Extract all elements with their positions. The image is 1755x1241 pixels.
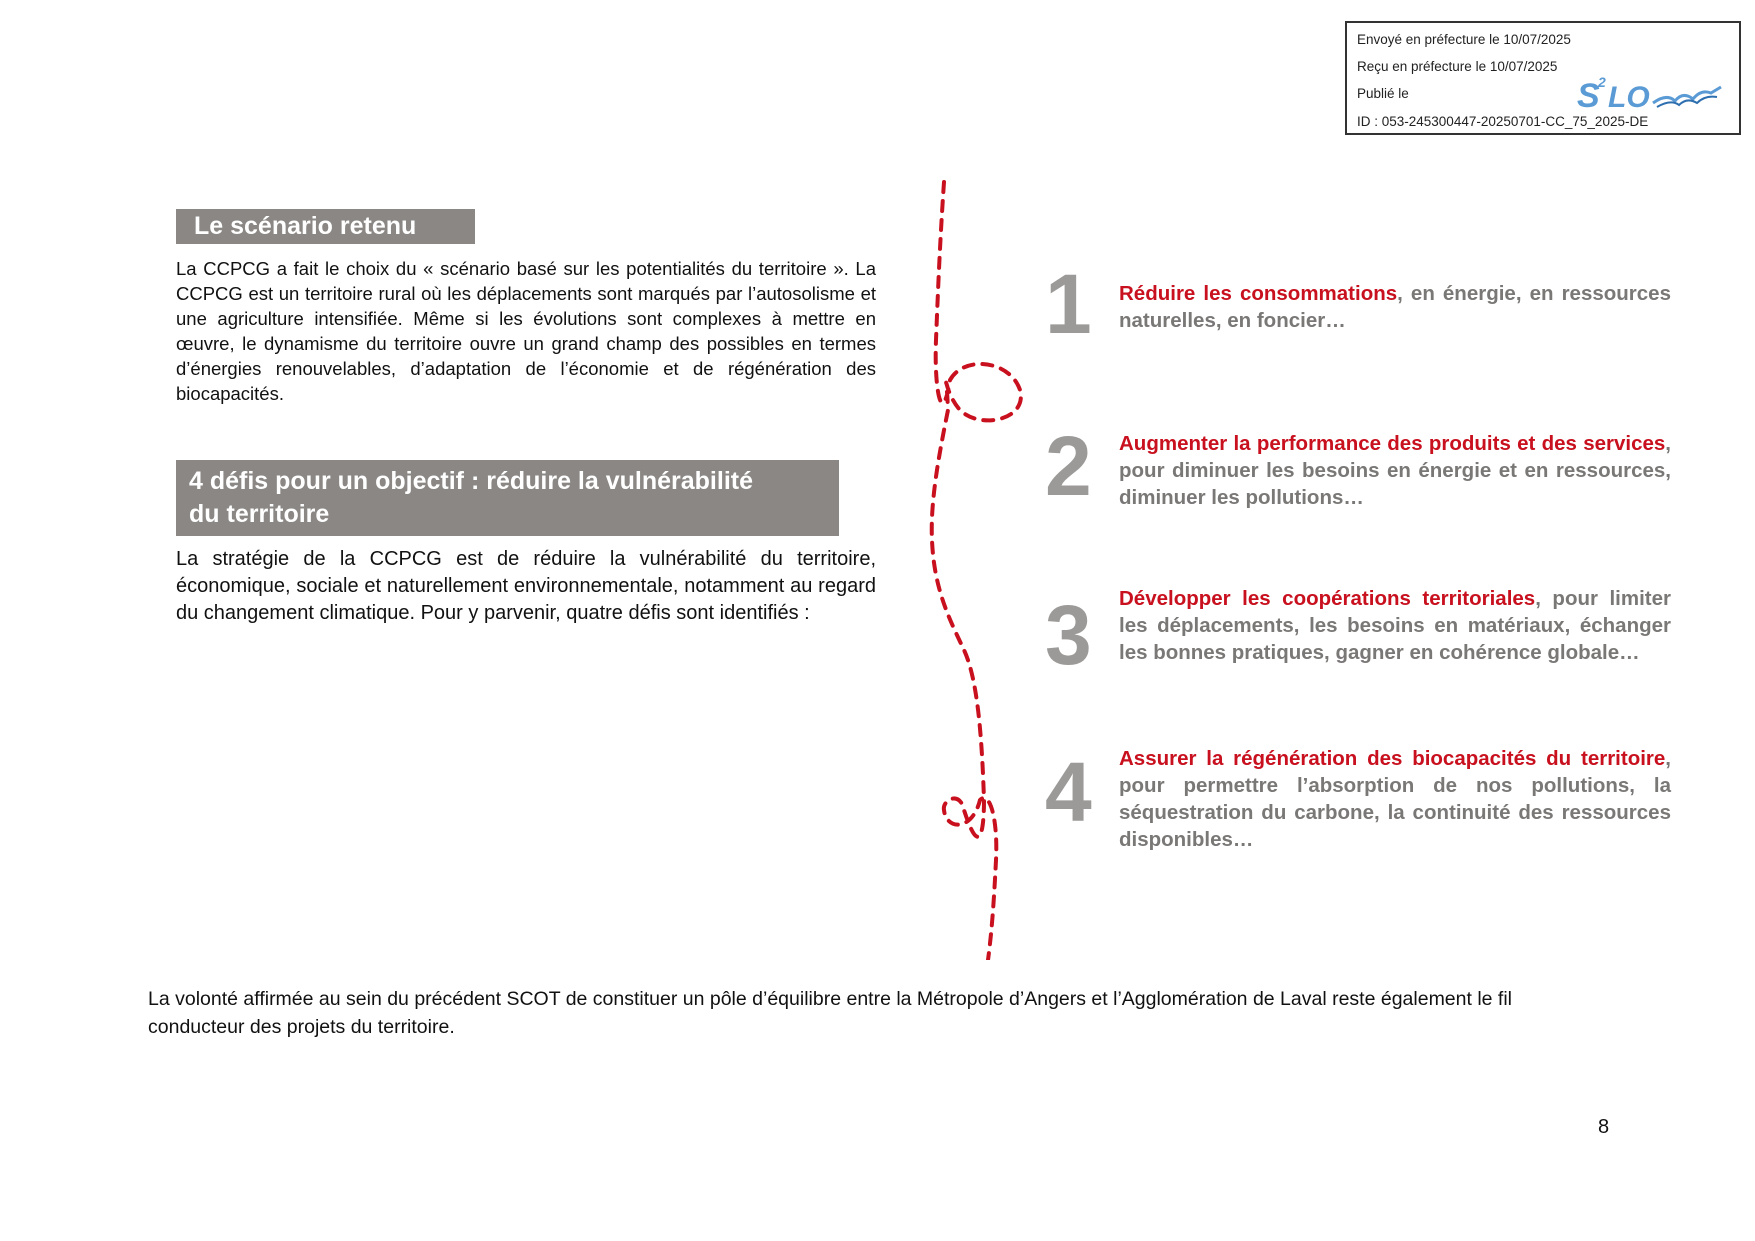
challenge-description: , pour diminuer les besoins en énergie et en ressources, diminuer les pollutions…: [1119, 432, 1671, 509]
svg-text:2: 2: [1598, 74, 1606, 90]
s2lo-logo: [1575, 63, 1735, 119]
svg-text:S: S: [1577, 77, 1600, 115]
challenge-highlight: Réduire les consommations: [1119, 282, 1398, 305]
stamp-received-date: Reçu en préfecture le 10/07/2025: [1357, 59, 1558, 74]
challenge-description: , pour limiter les déplacements, les besoins en matériaux, échanger les bonnes pratiques, gagner en cohérence globale…: [1119, 587, 1672, 664]
challenge-highlight: Augmenter la performance des produits et des services: [1119, 432, 1666, 455]
challenge-text: [1119, 745, 1671, 853]
challenge-description: , pour permettre l’absorption de nos pollutions, la séquestration du carbone, la continuité des ressources disponibles…: [1119, 747, 1671, 851]
prefecture-stamp: [1345, 21, 1741, 135]
defis-heading-line1: 4 défis pour un objectif : réduire la vulnérabilité: [189, 467, 753, 495]
defis-heading: [176, 460, 839, 536]
dashed-trail-decoration: [920, 180, 1040, 960]
challenge-number: 2: [1045, 419, 1092, 513]
challenge-number: 1: [1045, 257, 1092, 351]
defis-paragraph: La stratégie de la CCPCG est de réduire la vulnérabilité du territoire, économique, sociale et naturellement environnementale, notamment au regard du changement climatique. Pour y parvenir, quatre défis sont identifiés :: [176, 548, 876, 624]
challenge-number: 4: [1045, 745, 1092, 839]
scenario-paragraph: La CCPCG a fait le choix du « scénario basé sur les potentialités du territoire ». La CCPCG est un territoire rural où les déplacements sont marqués par l’autosolisme et une agriculture intensifiée. Même si les évolutions sont complexes à mettre en œuvre, le dynamisme du territoire ouvre un grand champ des possibles en termes d’énergies renouvelables, d’adaptation de l’économie et de régénération des biocapacités.: [176, 258, 876, 404]
challenge-text: [1119, 585, 1671, 666]
scenario-heading: Le scénario retenu: [176, 209, 475, 244]
svg-text:LO: LO: [1608, 81, 1650, 114]
conclusion-paragraph: La volonté affirmée au sein du précédent SCOT de constituer un pôle d’équilibre entre la Métropole d’Angers et l’Agglomération de Laval reste également le fil conducteur des projets du territoire.: [148, 988, 1513, 1038]
defis-heading-line2: du territoire: [189, 500, 330, 528]
page-number: 8: [1598, 1116, 1610, 1138]
stamp-sent-date: Envoyé en préfecture le 10/07/2025: [1357, 32, 1571, 47]
challenge-number: 3: [1045, 588, 1092, 682]
challenge-highlight: Développer les coopérations territoriales: [1119, 587, 1536, 610]
challenge-text: [1119, 280, 1671, 334]
stamp-id: ID : 053-245300447-20250701-CC_75_2025-DE: [1357, 114, 1649, 129]
stamp-published: Publié le: [1357, 86, 1409, 101]
challenge-highlight: Assurer la régénération des biocapacités du territoire: [1119, 747, 1666, 770]
challenge-description: , en énergie, en ressources naturelles, en foncier…: [1119, 282, 1671, 332]
challenge-text: [1119, 430, 1671, 511]
